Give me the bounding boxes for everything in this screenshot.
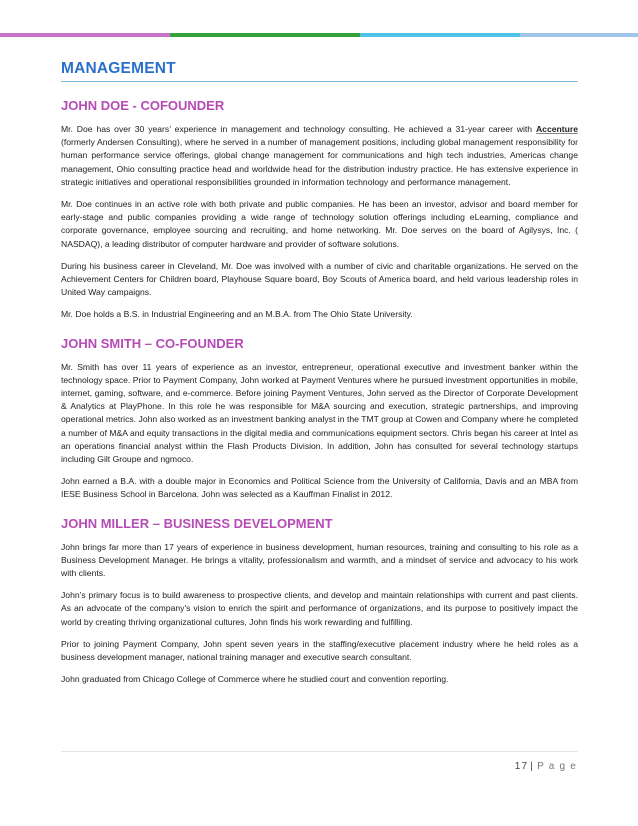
bio-paragraph: During his business career in Cleveland, Mr. Doe was involved with a number of civic and charitable organizations. He served on the Achievement Centers for Children board, Playhouse Square board, Boy Scouts of America board, and held various leadership roles in United Way campaigns. bbox=[61, 260, 578, 298]
top-color-bar bbox=[0, 33, 638, 37]
section-title: MANAGEMENT bbox=[61, 60, 578, 82]
bio-text: Mr. Doe has over 30 years’ experience in management and technology consulting. He achieved a 31-year career with bbox=[61, 124, 536, 134]
person-section-john-doe bbox=[61, 98, 578, 322]
bio-paragraph bbox=[61, 123, 578, 189]
page-footer bbox=[515, 761, 577, 772]
color-bar-green bbox=[170, 33, 360, 37]
footer-divider bbox=[61, 751, 578, 752]
bio-paragraph: Mr. Doe continues in an active role with both private and public companies. He has been an investor, advisor and board member for early-stage and public companies providing a wide range of technology solution offerings including eLearning, compliance and corporate governance, employee sourcing and recruiting, and home networking. Mr. Doe serves on the board of Agilysys, Inc. ( NASDAQ), a leading distributor of computer hardware and provider of software solutions. bbox=[61, 199, 578, 249]
person-section-john-smith bbox=[61, 336, 578, 502]
person-heading: JOHN SMITH – CO-FOUNDER bbox=[61, 335, 244, 351]
bio-paragraph: John earned a B.A. with a double major in Economics and Political Science from the University of California, Davis and an MBA from IESE Business School in Barcelona. John was selected as a Kauffman Finalist in 2012. bbox=[61, 476, 578, 500]
bio-paragraph: John brings far more than 17 years of experience in business development, human resources, training and consulting to his role as a Business Development Manager. He brings a vitality, professionalism and warmth, and a mindset of service and advocacy to his work with clients. bbox=[61, 541, 578, 579]
bio-text: (formerly Andersen Consulting), where he served in a number of management positions, including global management responsibility for human performance service offerings, global change management for communications and high tech industries, Americas change management, Ohio consulting practice head and worldwide head for the distribution industry practice. He has extensive experience in strategic initiatives and operational responsibilities grounded in information technology and performance management. bbox=[61, 137, 578, 187]
page-number: 17 bbox=[514, 761, 529, 772]
page-label: P a g e bbox=[537, 761, 577, 772]
person-heading: JOHN DOE - COFOUNDER bbox=[61, 98, 225, 113]
person-section-john-miller bbox=[61, 516, 578, 687]
company-name-accenture: Accenture bbox=[535, 124, 578, 134]
bio-paragraph: Mr. Smith has over 11 years of experience as an investor, entrepreneur, operational executive and investment banker within the technology space. Prior to Payment Company, John worked at Payment Ventures where he pursued investment opportunities in mobile, internet, gaming, software, and e-commerce. Before joining Payment Ventures, John served as the Director of Corporate Development & Analytics at PlayPhone. In this role he was responsible for M&A sourcing and execution, strategic partnerships, and improving operational metrics. John also worked as an investment banking analyst in the TMT group at Cowen and Company where he completed a number of M&A and equity transactions in the digital media and communications equipment sectors. Chris began his career at Intel as an operations financial analyst within the Flash Products Division. In addition, John has consulted for several technology startups including Gilt Groupe and ngmoco. bbox=[61, 361, 578, 465]
color-bar-cyan bbox=[360, 33, 520, 37]
page-content bbox=[61, 60, 578, 696]
bio-paragraph: John graduated from Chicago College of Commerce where he studied court and convention reporting. bbox=[61, 674, 449, 685]
person-heading: JOHN MILLER – BUSINESS DEVELOPMENT bbox=[61, 515, 333, 531]
color-bar-purple bbox=[0, 33, 170, 37]
footer-separator: | bbox=[530, 761, 535, 772]
bio-paragraph: John’s primary focus is to build awareness to prospective clients, and develop and maintain relationships with current and past clients. As an advocate of the company's vision to enrich the spirit and performance of organizations, and its purpose to positively impact the world by creating thriving organizational cultures, John finds his work rewarding and fulfilling. bbox=[61, 590, 578, 627]
bio-paragraph: Mr. Doe holds a B.S. in Industrial Engineering and an M.B.A. from The Ohio State University. bbox=[61, 309, 413, 320]
bio-paragraph: Prior to joining Payment Company, John spent seven years in the staffing/executive placement industry where he held roles as a business development manager, national training manager and executive search consultant. bbox=[61, 638, 578, 663]
color-bar-blue bbox=[520, 33, 638, 37]
